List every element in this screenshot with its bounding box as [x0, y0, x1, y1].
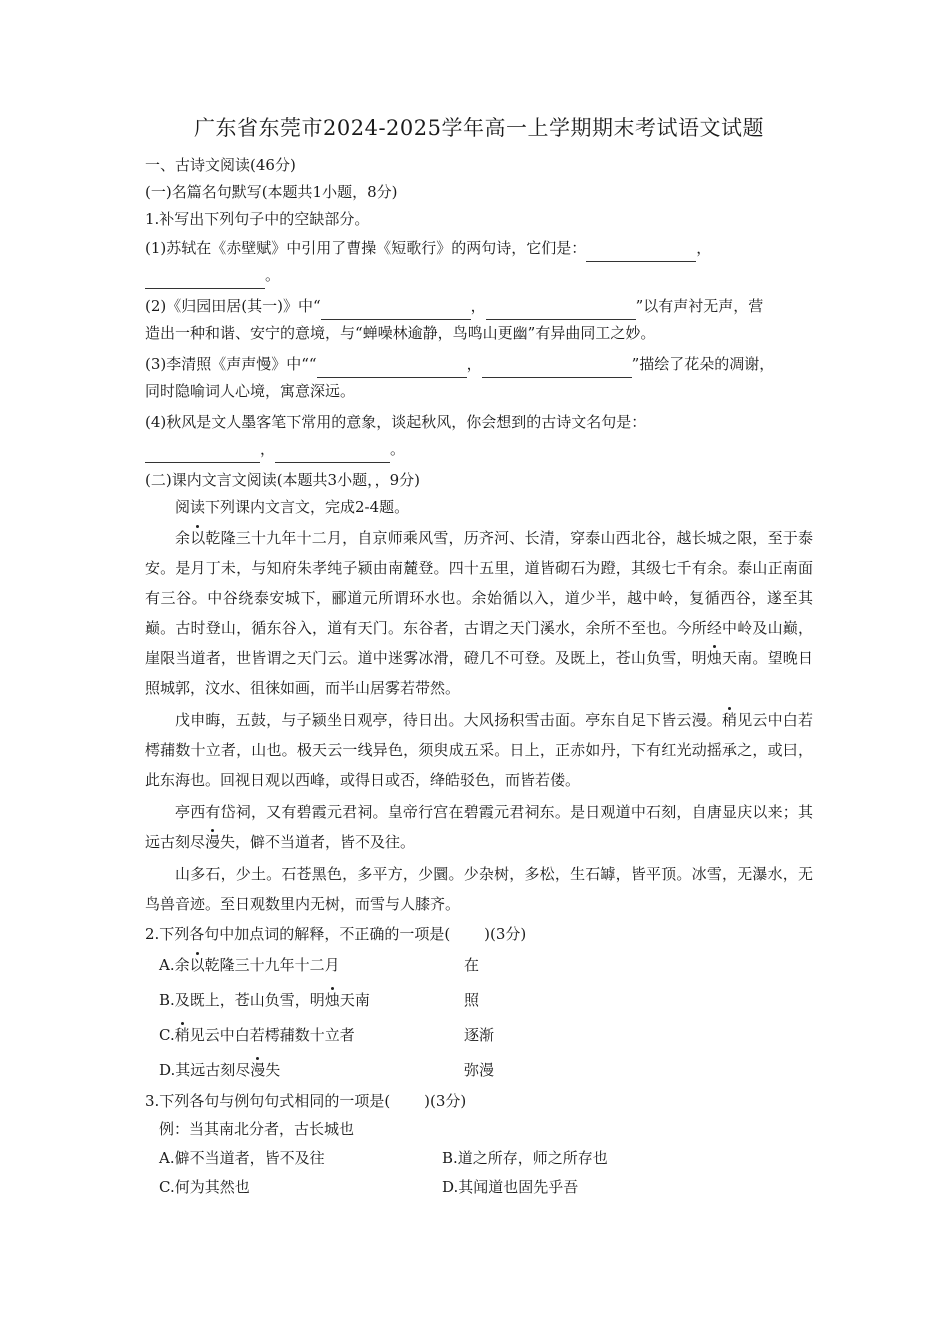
dotted-word: 以 [190, 529, 206, 547]
question-2-option-a[interactable]: A.余以乾隆三十九年十二月 在 [145, 948, 813, 983]
option-gloss: 照 [464, 991, 480, 1009]
answer-blank[interactable] [486, 302, 636, 320]
dotted-word: 漫 [205, 833, 221, 851]
option-gloss: 在 [464, 956, 480, 974]
question-1-item-4: (4)秋风是文人墨客笔下常用的意象，谈起秋风，你会想到的古诗文名句是： [145, 413, 647, 431]
question-1-item-3: (3)李清照《声声慢》中““ ， ”描绘了花朵的凋谢， [145, 351, 813, 378]
question-1-item-4-cont: ， 。 [145, 436, 813, 463]
page-title: 广东省东莞市2024-2025学年高一上学期期末考试语文试题 [194, 116, 764, 140]
dotted-word: 烛 [706, 649, 723, 667]
answer-blank[interactable] [482, 360, 632, 378]
question-1-item-1: (1)苏轼在《赤壁赋》中引用了曹操《短歌行》的两句诗，它们是： ， [145, 235, 813, 262]
dotted-word: 稍 [174, 1026, 190, 1044]
answer-blank[interactable] [321, 302, 471, 320]
question-3-option-a[interactable]: A.僻不当道者，皆不及往 [159, 1149, 325, 1167]
question-3-options-row-1 [145, 1144, 813, 1173]
section-heading: 一、古诗文阅读(46分) [145, 156, 296, 174]
answer-blank[interactable] [145, 445, 260, 463]
question-3-option-d[interactable]: D.其闻道也固先乎吾 [442, 1178, 579, 1196]
passage-paragraph-1: 余以乾隆三十九年十二月，自京师乘风雪，历齐河、长清，穿泰山西北谷，越长城之限，至于泰安。是月丁未，与知府朱孝纯子颍由南麓登。四十五里，道皆砌石为蹬，其级七千有余。泰山正南面有三谷。中谷绕泰安城下，郦道元所谓环水也。余始循以入，道少半，越中岭，复循西谷，遂至其巅。古时登山，循东谷入，道有天门。东谷者，古谓之天门溪水，余所不至也。今所经中岭及山巅，崖限当道者，世皆谓之天门云。道中迷雾冰滑，磴几不可登。及既上，苍山负雪，明烛天南。望晚日照城郭，汶水、徂徕如画，而半山居雾若带然。 [145, 529, 813, 697]
question-1-item-2-cont: 造出一种和谐、安宁的意境，与“蝉噪林逾静，鸟鸣山更幽”有异曲同工之妙。 [145, 324, 656, 342]
question-3-option-b[interactable]: B.道之所存，师之所存也 [442, 1149, 608, 1167]
dotted-word: 以 [189, 956, 205, 974]
dotted-word: 漫 [250, 1061, 266, 1079]
answer-blank[interactable] [586, 244, 696, 262]
dotted-word: 稍 [722, 711, 738, 729]
option-gloss: 逐渐 [464, 1026, 495, 1044]
passage-paragraph-4: 山多石，少土。石苍黑色，多平方，少圜。少杂树，多松，生石罅，皆平顶。冰雪，无瀑水，无鸟兽音迹。至日观数里内无树，而雪与人膝齐。 [145, 865, 813, 913]
question-2-option-d[interactable]: D.其远古刻尽漫失 弥漫 [145, 1053, 813, 1088]
reading-instruction: 阅读下列课内文言文，完成2-4题。 [175, 498, 410, 516]
passage-paragraph-2: 戊申晦，五鼓，与子颍坐日观亭，待日出。大风扬积雪击面。亭东自足下皆云漫。稍见云中白若樗蒱数十立者，山也。极天云一线异色，须臾成五采。日上，正赤如丹，下有红光动摇承之，或曰，此东海也。回视日观以西峰，或得日或否，绛皓驳色，而皆若偻。 [145, 711, 813, 789]
question-2-stem: 2.下列各句中加点词的解释，不正确的一项是( )(3分) [145, 925, 527, 943]
question-1-item-2: (2)《归园田居(其一)》中“ ， ”以有声衬无声，营 [145, 293, 813, 320]
question-1-stem: 1.补写出下列句子中的空缺部分。 [145, 210, 370, 228]
answer-blank[interactable] [275, 445, 390, 463]
part-heading-1: (一)名篇名句默写(本题共1小题，8分) [145, 183, 398, 201]
question-2-option-b[interactable]: B.及既上，苍山负雪，明烛天南 照 [145, 983, 813, 1018]
question-3-options-row-2 [145, 1173, 813, 1202]
exam-page [145, 112, 813, 1202]
option-gloss: 弥漫 [464, 1061, 495, 1079]
question-1-item-1-cont: 。 [145, 262, 813, 289]
question-1-item-3-cont: 同时隐喻词人心境，寓意深远。 [145, 382, 356, 400]
part-heading-2: (二)课内文言文阅读(本题共3小题，，9分) [145, 471, 420, 489]
dotted-word: 烛 [324, 991, 340, 1009]
question-3-stem: 3.下列各句与例句句式相同的一项是( )(3分) [145, 1092, 467, 1110]
passage-paragraph-3: 亭西有岱祠，又有碧霞元君祠。皇帝行宫在碧霞元君祠东。是日观道中石刻，自唐显庆以来；其远古刻尽漫失，僻不当道者，皆不及往。 [145, 803, 813, 851]
answer-blank[interactable] [145, 271, 265, 289]
answer-blank[interactable] [317, 360, 467, 378]
question-3-option-c[interactable]: C.何为其然也 [159, 1178, 250, 1196]
question-2-option-c[interactable]: C.稍见云中白若樗蒱数十立者 逐渐 [145, 1018, 813, 1053]
question-3-example: 例：当其南北分者，古长城也 [159, 1120, 355, 1138]
